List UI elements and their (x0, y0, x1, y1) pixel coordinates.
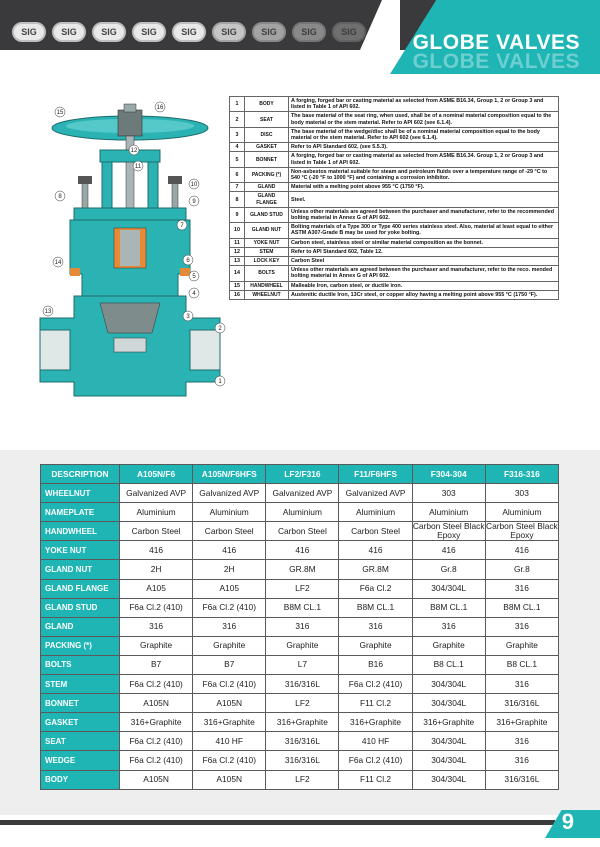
material-cell: Carbon Steel (266, 522, 339, 541)
materials-row (41, 598, 559, 617)
material-cell: A105N (193, 770, 266, 789)
brand-logo: SIG (332, 22, 366, 42)
material-cell: LF2 (266, 770, 339, 789)
material-cell: Aluminium (412, 503, 485, 522)
material-cell: A105 (193, 579, 266, 598)
parts-row (230, 97, 559, 112)
material-cell: F6a Cl.2 (410) (120, 751, 193, 770)
callout-12 (129, 145, 139, 155)
material-cell: Galvanized AVP (120, 484, 193, 503)
part-description: Steel. (289, 192, 559, 207)
material-cell: Graphite (412, 636, 485, 655)
parts-row (230, 247, 559, 256)
part-description: Carbon Steel (289, 257, 559, 266)
part-number: 10 (230, 223, 245, 238)
material-cell: Aluminium (266, 503, 339, 522)
material-cell: GR.8M (266, 560, 339, 579)
material-cell: A105 (120, 579, 193, 598)
part-name: SEAT (245, 112, 289, 127)
material-cell: 303 (412, 484, 485, 503)
parts-row (230, 112, 559, 127)
callout-14 (53, 257, 63, 267)
svg-text:6: 6 (186, 258, 190, 264)
svg-text:4: 4 (192, 291, 196, 297)
material-cell: 304/304L (412, 770, 485, 789)
page-title: GLOBE VALVES (412, 31, 580, 54)
material-cell: Aluminium (339, 503, 412, 522)
part-description: A forging, forged bar or casting material as selected from ASME B16.34. Group 1, 2 or Group 3 and listed in Table 1 of API 602. (289, 152, 559, 167)
material-cell: 316/316L (266, 732, 339, 751)
parts-row (230, 207, 559, 222)
row-label: SEAT (41, 732, 120, 751)
callout-3 (183, 311, 193, 321)
materials-row (41, 770, 559, 789)
part-name: PACKING (*) (245, 167, 289, 182)
part-description: Unless other materials are agreed between the purchaser and manufacturer, refer to the recommended bolting material in Annex G of API 602. (289, 207, 559, 222)
svg-text:10: 10 (190, 182, 198, 188)
materials-row (41, 503, 559, 522)
row-label: PACKING (*) (41, 636, 120, 655)
svg-text:13: 13 (44, 309, 52, 315)
part-description: Refer to API Standard 602, Table 12. (289, 247, 559, 256)
part-number: 14 (230, 266, 245, 281)
materials-row (41, 579, 559, 598)
material-cell: A105N (120, 770, 193, 789)
column-header: F316-316 (485, 465, 558, 484)
material-cell: Aluminium (193, 503, 266, 522)
material-cell: 316 (485, 617, 558, 636)
material-cell: F6a Cl.2 (339, 579, 412, 598)
material-cell: LF2 (266, 694, 339, 713)
part-description: Austenitic ductile Iron, 13Cr steel, or copper alloy having a melting point above 955 °C (1750 °F). (289, 290, 559, 299)
material-cell: Carbon Steel Black Epoxy (486, 521, 558, 541)
material-cell: Carbon Steel Black Epoxy (412, 521, 485, 541)
material-cell: 303 (485, 484, 558, 503)
callout-5 (189, 271, 199, 281)
material-cell: Carbon Steel (339, 522, 412, 541)
part-number: 11 (230, 238, 245, 247)
material-cell: 410 HF (339, 732, 412, 751)
part-description: Carbon steel, stainless steel or similar material composition as the bonnet. (289, 238, 559, 247)
row-label: BOLTS (41, 655, 120, 674)
row-label: GASKET (41, 713, 120, 732)
material-cell: F6a Cl.2 (410) (193, 675, 266, 694)
parts-row (230, 238, 559, 247)
callout-7 (177, 220, 187, 230)
svg-text:9: 9 (192, 199, 196, 205)
material-cell: 316+Graphite (412, 713, 485, 732)
svg-text:1: 1 (218, 379, 222, 385)
material-cell: B16 (339, 655, 412, 674)
part-number: 7 (230, 183, 245, 192)
parts-row (230, 143, 559, 152)
material-cell: 410 HF (193, 732, 266, 751)
parts-row (230, 290, 559, 299)
material-cell: 316 (120, 617, 193, 636)
materials-row (41, 751, 559, 770)
material-cell: 316 (266, 617, 339, 636)
material-cell: F6a Cl.2 (410) (193, 751, 266, 770)
part-name: BOLTS (245, 266, 289, 281)
part-name: WHEELNUT (245, 290, 289, 299)
material-cell: A105N (193, 694, 266, 713)
material-cell: 2H (193, 560, 266, 579)
callout-16 (155, 102, 165, 112)
callout-9 (189, 196, 199, 206)
callout-11 (133, 161, 143, 171)
material-cell: Gr.8 (412, 560, 485, 579)
material-cell: 316+Graphite (339, 713, 412, 732)
part-number: 3 (230, 127, 245, 142)
material-cell: B8M CL.1 (339, 598, 412, 617)
svg-text:5: 5 (192, 274, 196, 280)
part-name: HANDWHEEL (245, 281, 289, 290)
svg-text:3: 3 (186, 314, 190, 320)
material-cell: 416 (412, 541, 485, 560)
material-cell: 416 (193, 541, 266, 560)
parts-row (230, 281, 559, 290)
materials-table (40, 464, 559, 790)
parts-row (230, 223, 559, 238)
material-cell: A105N (120, 694, 193, 713)
part-name: GLAND FLANGE (245, 192, 289, 207)
material-cell: 316/316L (266, 675, 339, 694)
materials-row (41, 617, 559, 636)
page-number: 9 (561, 809, 574, 834)
materials-row (41, 713, 559, 732)
callout-10 (189, 179, 199, 189)
brand-logo: SIG (292, 22, 326, 42)
column-header: F304-304 (412, 465, 485, 484)
page-title-shadow: GLOBE VALVES (412, 50, 580, 73)
part-number: 2 (230, 112, 245, 127)
part-number: 12 (230, 247, 245, 256)
part-number: 6 (230, 167, 245, 182)
part-description: The base material of the wedge/disc shall be of a nominal material composition equal to the body material or the stem material. Refer to API 602 (see 6.1.4). (289, 127, 559, 142)
row-label: WHEELNUT (41, 484, 120, 503)
logo-strip (12, 22, 366, 42)
brand-logo: SIG (12, 22, 46, 42)
material-cell: 316 (485, 675, 558, 694)
row-label: GLAND STUD (41, 598, 120, 617)
svg-text:11: 11 (134, 164, 142, 170)
row-label: BONNET (41, 694, 120, 713)
material-cell: Aluminium (120, 503, 193, 522)
materials-row (41, 732, 559, 751)
material-cell: L7 (266, 655, 339, 674)
material-cell: 316/316L (485, 770, 558, 789)
part-name: LOCK KEY (245, 257, 289, 266)
material-cell: Graphite (120, 636, 193, 655)
part-name: GASKET (245, 143, 289, 152)
part-name: GLAND NUT (245, 223, 289, 238)
material-cell: B8M CL.1 (485, 598, 558, 617)
material-cell: F6a Cl.2 (410) (339, 751, 412, 770)
column-header: F11/F6HFS (339, 465, 412, 484)
material-cell: 316 (193, 617, 266, 636)
material-cell: F6a Cl.2 (410) (193, 598, 266, 617)
material-cell: 316+Graphite (120, 713, 193, 732)
parts-row (230, 266, 559, 281)
material-cell: 416 (339, 541, 412, 560)
parts-description-table (229, 96, 559, 300)
material-cell: Galvanized AVP (193, 484, 266, 503)
svg-text:15: 15 (56, 110, 64, 116)
material-cell: B8 CL.1 (485, 655, 558, 674)
parts-row (230, 192, 559, 207)
part-number: 1 (230, 97, 245, 112)
row-label: STEM (41, 675, 120, 694)
material-cell: B8 CL.1 (412, 655, 485, 674)
material-cell: Carbon Steel (193, 522, 266, 541)
material-cell: F11 Cl.2 (339, 694, 412, 713)
part-number: 9 (230, 207, 245, 222)
brand-logo: SIG (212, 22, 246, 42)
material-cell: Aluminium (485, 503, 558, 522)
part-description: Unless other materials are agreed between the purchaser and manufacturer, refer to the reco. mended bolting material in Annex G of API 602. (289, 266, 559, 281)
row-label: BODY (41, 770, 120, 789)
part-name: GLAND (245, 183, 289, 192)
material-cell: 316 (485, 732, 558, 751)
material-cell: 316+Graphite (485, 713, 558, 732)
part-description: The base material of the seat ring, when used, shall be of a nominal material composition equal to the body material or the stem material. Refer to API 602 (see 6.1.4). (289, 112, 559, 127)
material-cell: 316 (412, 617, 485, 636)
part-name: BODY (245, 97, 289, 112)
materials-row (41, 522, 559, 541)
column-header: DESCRIPTION (41, 465, 120, 484)
parts-row (230, 183, 559, 192)
brand-logo: SIG (92, 22, 126, 42)
material-cell: B7 (120, 655, 193, 674)
row-label: HANDWHEEL (41, 522, 120, 541)
material-cell: F6a Cl.2 (410) (120, 598, 193, 617)
row-label: YOKE NUT (41, 541, 120, 560)
material-cell: Galvanized AVP (339, 484, 412, 503)
material-cell: 316/316L (266, 751, 339, 770)
part-name: DISC (245, 127, 289, 142)
gland-flange-graphic (74, 208, 186, 220)
material-cell: 316 (339, 617, 412, 636)
material-cell: Graphite (339, 636, 412, 655)
material-cell: 316 (485, 751, 558, 770)
material-cell: 304/304L (412, 579, 485, 598)
row-label: GLAND (41, 617, 120, 636)
part-number: 16 (230, 290, 245, 299)
row-label: NAMEPLATE (41, 503, 120, 522)
parts-row (230, 257, 559, 266)
material-cell: F11 Cl.2 (339, 770, 412, 789)
material-cell: F6a Cl.2 (410) (120, 732, 193, 751)
part-name: STEM (245, 247, 289, 256)
material-cell: F6a Cl.2 (410) (120, 675, 193, 694)
svg-text:8: 8 (58, 194, 62, 200)
part-description: Non-asbestos material suitable for steam and petroleum fluids over a temperature range of -29 °C to 540 °C (-20 °F to 1000 °F) and containing a corrosion inhibitor. (289, 167, 559, 182)
part-number: 15 (230, 281, 245, 290)
svg-text:7: 7 (180, 223, 184, 229)
svg-text:14: 14 (54, 260, 62, 266)
material-cell: Carbon Steel (120, 522, 193, 541)
part-name: YOKE NUT (245, 238, 289, 247)
material-cell: Graphite (193, 636, 266, 655)
material-cell: 304/304L (412, 732, 485, 751)
brand-logo: SIG (52, 22, 86, 42)
part-description: Malleable Iron, carbon steel, or ductile iron. (289, 281, 559, 290)
row-label: GLAND NUT (41, 560, 120, 579)
svg-text:16: 16 (156, 105, 164, 111)
callout-8 (55, 191, 65, 201)
column-header: A105N/F6 (120, 465, 193, 484)
material-cell: LF2 (266, 579, 339, 598)
material-cell: 2H (120, 560, 193, 579)
material-cell: B8M CL.1 (412, 598, 485, 617)
part-description: Material with a melting point above 955 °C (1750 °F). (289, 183, 559, 192)
material-cell: 416 (485, 541, 558, 560)
handwheel-graphic (52, 104, 208, 140)
material-cell: 316+Graphite (193, 713, 266, 732)
brand-logo: SIG (252, 22, 286, 42)
material-cell: Graphite (266, 636, 339, 655)
materials-row (41, 694, 559, 713)
material-cell: B7 (193, 655, 266, 674)
footer-bar (0, 820, 555, 825)
callout-2 (215, 323, 225, 333)
callout-1 (215, 376, 225, 386)
materials-row (41, 675, 559, 694)
materials-header-row (41, 465, 559, 484)
disc-graphic (100, 303, 160, 333)
brand-logo: SIG (172, 22, 206, 42)
callout-15 (55, 107, 65, 117)
part-description: A forging, forged bar or casting material as selected from ASME B16.34, Group 1, 2 or Group 3 and listed in Table 1 of API 602. (289, 97, 559, 112)
callout-6 (183, 255, 193, 265)
part-number: 8 (230, 192, 245, 207)
globe-valve-diagram (30, 98, 228, 404)
materials-row (41, 655, 559, 674)
materials-row (41, 560, 559, 579)
part-name: GLAND STUD (245, 207, 289, 222)
materials-row (41, 636, 559, 655)
parts-row (230, 127, 559, 142)
row-label: GLAND FLANGE (41, 579, 120, 598)
material-cell: 304/304L (412, 751, 485, 770)
part-number: 13 (230, 257, 245, 266)
material-cell: 304/304L (412, 694, 485, 713)
material-cell: F6a Cl.2 (410) (339, 675, 412, 694)
materials-row (41, 541, 559, 560)
part-description: Bolting materials of a Type 300 or Type 400 series stainless steel. Also, material at least equal to either ASTM A307-Grade B may be used for yoke bolting. (289, 223, 559, 238)
material-cell: 316 (485, 579, 558, 598)
material-cell: 416 (266, 541, 339, 560)
material-cell: Gr.8 (485, 560, 558, 579)
part-number: 4 (230, 143, 245, 152)
material-cell: 316/316L (485, 694, 558, 713)
material-cell: Galvanized AVP (266, 484, 339, 503)
parts-row (230, 152, 559, 167)
svg-text:12: 12 (130, 148, 138, 154)
svg-text:2: 2 (218, 326, 222, 332)
column-header: LF2/F316 (266, 465, 339, 484)
brand-logo: SIG (132, 22, 166, 42)
material-cell: 304/304L (412, 675, 485, 694)
callout-4 (189, 288, 199, 298)
material-cell: 316+Graphite (266, 713, 339, 732)
part-description: Refer to API Standard 602, (see 5.5.3). (289, 143, 559, 152)
part-name: BONNET (245, 152, 289, 167)
material-cell: Graphite (485, 636, 558, 655)
materials-row (41, 484, 559, 503)
column-header: A105N/F6HFS (193, 465, 266, 484)
row-label: WEDGE (41, 751, 120, 770)
part-number: 5 (230, 152, 245, 167)
material-cell: GR.8M (339, 560, 412, 579)
material-cell: B8M CL.1 (266, 598, 339, 617)
material-cell: 416 (120, 541, 193, 560)
parts-row (230, 167, 559, 182)
callout-13 (43, 306, 53, 316)
